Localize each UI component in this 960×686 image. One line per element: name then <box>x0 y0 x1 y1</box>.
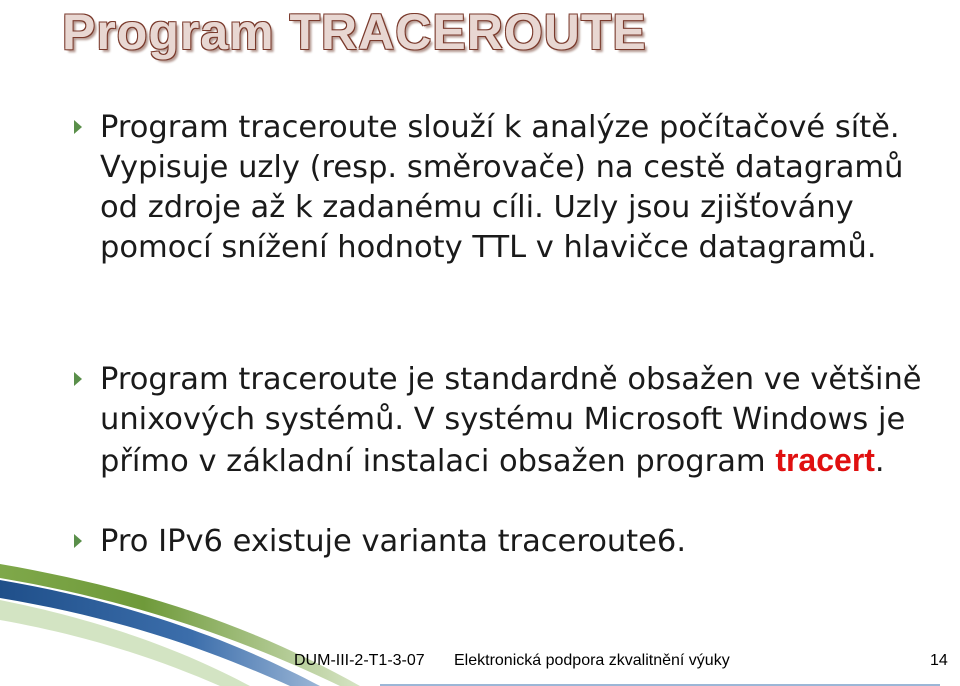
bullet-text: Program traceroute je standardně obsažen ve většině unixových systémů. V systému Microsoft Windows je přímo v základní instalaci obsažen program <box>100 362 922 479</box>
highlight-command: tracert <box>775 442 875 478</box>
page-number: 14 <box>930 652 948 669</box>
footer-code: DUM-III-2-T1-3-07 <box>294 652 425 669</box>
footer-project: Elektronická podpora zkvalitnění výuky <box>454 652 730 669</box>
triangle-bullet-icon <box>74 120 82 134</box>
bullet-text: Program traceroute slouží k analýze počítačové sítě. Vypisuje uzly (resp. směrovače) na cestě datagramů od zdroje až k zadanému cíli. Uzly jsou zjišťovány pomocí snížení hodnoty TTL v hlavičce datagramů. <box>100 110 904 265</box>
bullet-item-3 <box>100 522 930 562</box>
bullet-text: Pro IPv6 existuje varianta traceroute6. <box>100 524 687 559</box>
bullet-item-2 <box>100 360 930 482</box>
bullet-suffix: . <box>874 444 885 479</box>
slide-title: Program TRACEROUTE <box>62 4 647 60</box>
triangle-bullet-icon <box>74 534 82 548</box>
triangle-bullet-icon <box>74 372 82 386</box>
bullet-item-1 <box>100 108 930 268</box>
